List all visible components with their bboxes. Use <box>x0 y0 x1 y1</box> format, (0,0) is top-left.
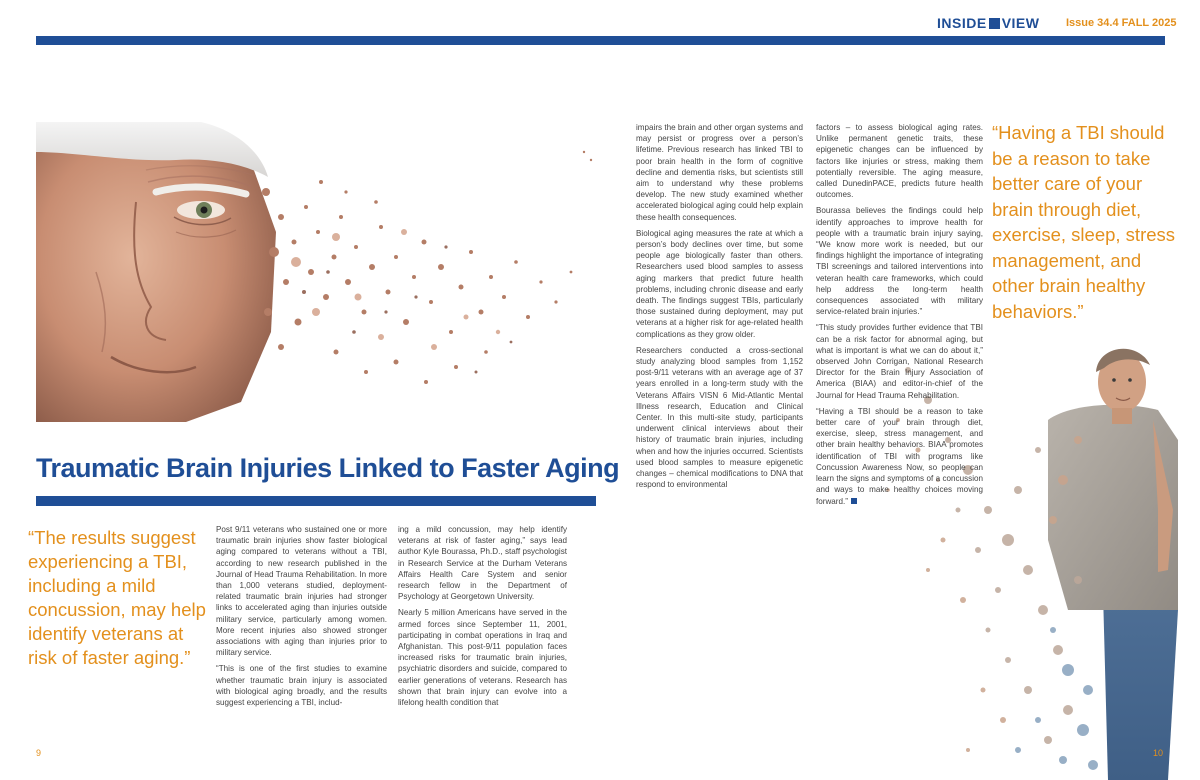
body-column-3 <box>636 122 803 496</box>
pull-quote-right: “Having a TBI should be a reason to take better care of your brain through diet, exercise, sleep, stress management, and other brain healthy behaviors.” <box>992 122 1176 322</box>
page-number-right: 10 <box>1153 748 1164 758</box>
pull-quote-left: “The results suggest experiencing a TBI, including a mild concussion, may help identify veterans at risk of faster aging.” <box>28 527 206 668</box>
body-paragraph: “This is one of the first studies to examine whether traumatic brain injury is associated with biological aging broadly, and the results suggest experiencing a TBI, includ- <box>216 664 387 708</box>
body-paragraph: Biological aging measures the rate at which a person’s body declines over time, but some people age biologically faster than others. Researchers used blood samples to assess aging markers that predict future health problems, including chronic disease and early death. The findings suggest TBIs, particularly those sustained during deployment, may put veterans at a higher risk for age-related health complications as they grow older. <box>636 228 803 339</box>
body-paragraph: Nearly 5 million Americans have served in the armed forces since September 11, 2001, participating in combat operations in Iraq and Afghanistan. This post-9/11 population faces increased risks for traumatic brain injuries, psychiatric disorders and suicide, compared to earlier generations of veterans. Research has shown that brain injury can evolve into a lifelong health condition that <box>398 608 567 708</box>
body-paragraph: factors – to assess biological aging rates. Unlike permanent genetic traits, these epigenetic changes can be influenced by factors like injuries or stress, making them potentially reversible. The aging measure, called DunedinPACE, predicts future health outcomes. <box>816 123 983 200</box>
body-paragraph: “This study provides further evidence that TBI can be a risk factor for abnormal aging, but what is important is what we can do about it,” observed John Corrigan, National Research Director for the Brain Injury Association of America (BIAA) and editor-in-chief of the Journal for Head Trauma Rehabilitation. <box>816 323 983 400</box>
body-column-1 <box>216 524 387 713</box>
body-paragraph: ing a mild concussion, may help identify veterans at risk of faster aging,” says lead author Kyle Bourassa, Ph.D., staff psychologist in Research Service at the Durham Veterans Affairs Health Care System and senior research fellow in the Department of Psychology at Georgetown University. <box>398 525 567 602</box>
publication-brand <box>937 15 1039 31</box>
face-dissolve-photo <box>36 122 596 422</box>
page-number-left: 9 <box>36 748 42 758</box>
body-paragraph: Researchers conducted a cross-sectional study analyzing blood samples from 1,152 post-9/11 veterans with an average age of 37 years enrolled in a long-term study with the Veterans Affairs VISN 6 Mid-Atlantic Mental Illness research, Education and Clinical Center. In this multi-site study, participants underwent clinical interviews about their history of traumatic brain injuries, including when and how the injuries occurred. Scientists used blood samples to measure epigenetic changes – chemical modifications to DNA that respond to environmental <box>636 345 803 490</box>
brand-square-icon <box>989 18 1000 29</box>
body-paragraph: Bourassa believes the findings could help identify approaches to improve health for people with a traumatic brain injury saying, “We know more work is needed, but our findings highlight the importance of integrating TBI screenings and tailored interventions into veteran health care frameworks, which could help address the long-term health consequences associated with military service-related brain injuries.” <box>816 206 983 317</box>
headline-rule <box>36 496 596 506</box>
brand-text-inside: INSIDE <box>937 15 987 31</box>
top-rule <box>36 36 1165 45</box>
body-column-2 <box>398 524 567 713</box>
brand-text-view: VIEW <box>1001 15 1040 31</box>
body-paragraph: impairs the brain and other organ systems and may persist or progress over a person’s lifetime. Previous research has linked TBI to poor brain health in the form of cognitive decline and dementia risks, but scientists still aim to understand why these problems develop. The new study examined whether accelerated biological aging could help explain these health consequences. <box>636 123 803 222</box>
article-headline: Traumatic Brain Injuries Linked to Faster Aging <box>36 453 620 483</box>
issue-label: Issue 34.4 FALL 2025 <box>1066 17 1177 29</box>
body-paragraph-final <box>816 406 983 507</box>
body-column-4 <box>816 122 983 512</box>
body-paragraph: Post 9/11 veterans who sustained one or more traumatic brain injuries show faster biological aging compared to veterans without a TBI, according to new research published in the Journal of Head Trauma Rehabilitation. In more than 1,000 veterans studied, deployment-related traumatic brain injuries had stronger links to accelerated aging than injuries outside military service, particularly among women. More recent injuries also showed stronger associations with aging than injuries prior to military service. <box>216 525 387 658</box>
end-mark-icon <box>851 498 857 504</box>
body-paragraph-text: “Having a TBI should be a reason to take better care of your brain through diet, exercise, sleep, stress management, and other brain healthy behaviors. BIAA promotes identification of TBI with programs like Concussion Awareness Now, so people can learn the signs and symptoms of a concussion and ways to make healthy choices moving forward.” <box>816 406 983 506</box>
